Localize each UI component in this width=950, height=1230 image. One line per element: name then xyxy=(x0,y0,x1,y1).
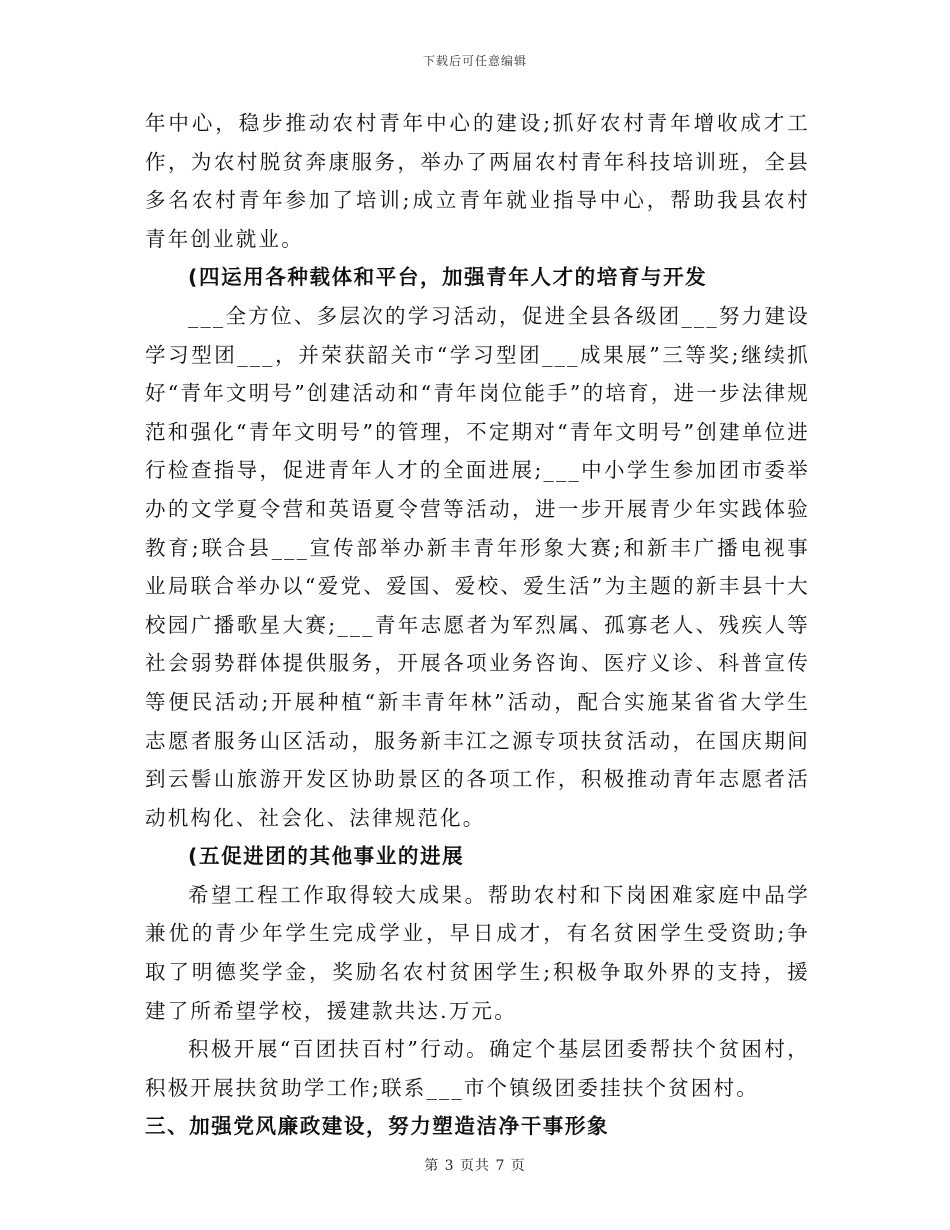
page-footer: 第 3 页共 7 页 xyxy=(424,1158,526,1174)
section-heading-5: (五促进团的其他事业的进展 xyxy=(188,844,465,869)
document-body xyxy=(145,104,810,1146)
page-header: 下载后可任意编辑 xyxy=(422,54,527,68)
section-heading-3: 三、加强党风廉政建设，努力塑造洁净干事形象 xyxy=(145,1114,610,1139)
paragraph-village-aid: 积极开展“百团扶百村”行动。确定个基层团委帮扶个贫困村，积极开展扶贫助学工作;联系___市个镇级团委挂扶个贫困村。 xyxy=(145,1037,810,1100)
paragraph-hope-project: 希望工程工作取得较大成果。帮助农村和下岗困难家庭中品学兼优的青少年学生完成学业，早日成才，有名贫困学生受资助;争取了明德奖学金，奖励名农村贫困学生;积极争取外界的支持，援建了所希望学校，援建款共达.万元。 xyxy=(145,882,810,1023)
paragraph-talent-development: ___全方位、多层次的学习活动，促进全县各级团___努力建设学习型团___，并荣获韶关市“学习型团___成果展”三等奖;继续抓好“青年文明号”创建活动和“青年岗位能手”的培育，进一步法律规范和强化“青年文明号”的管理，不定期对“青年文明号”创建单位进行检查指导，促进青年人才的全面进展;___中小学生参加团市委举办的文学夏令营和英语夏令营等活动，进一步开展青少年实践体验教育;联合县___宣传部举办新丰青年形象大赛;和新丰广播电视事业局联合举办以“爱党、爱国、爱校、爱生活”为主题的新丰县十大校园广播歌星大赛;___青年志愿者为军烈属、孤寡老人、残疾人等社会弱势群体提供服务，开展各项业务咨询、医疗义诊、科普宣传等便民活动;开展种植“新丰青年林”活动，配合实施某省省大学生志愿者服务山区活动，服务新丰江之源专项扶贫活动，在国庆期间到云髻山旅游开发区协助景区的各项工作，积极推动青年志愿者活动机构化、社会化、法律规范化。 xyxy=(145,303,810,830)
paragraph-rural-youth: 年中心，稳步推动农村青年中心的建设;抓好农村青年增收成才工作，为农村脱贫奔康服务，举办了两届农村青年科技培训班，全县多名农村青年参加了培训;成立青年就业指导中心，帮助我县农村青年创业就业。 xyxy=(145,111,810,251)
section-heading-4: (四运用各种载体和平台，加强青年人才的培育与开发 xyxy=(188,265,708,290)
